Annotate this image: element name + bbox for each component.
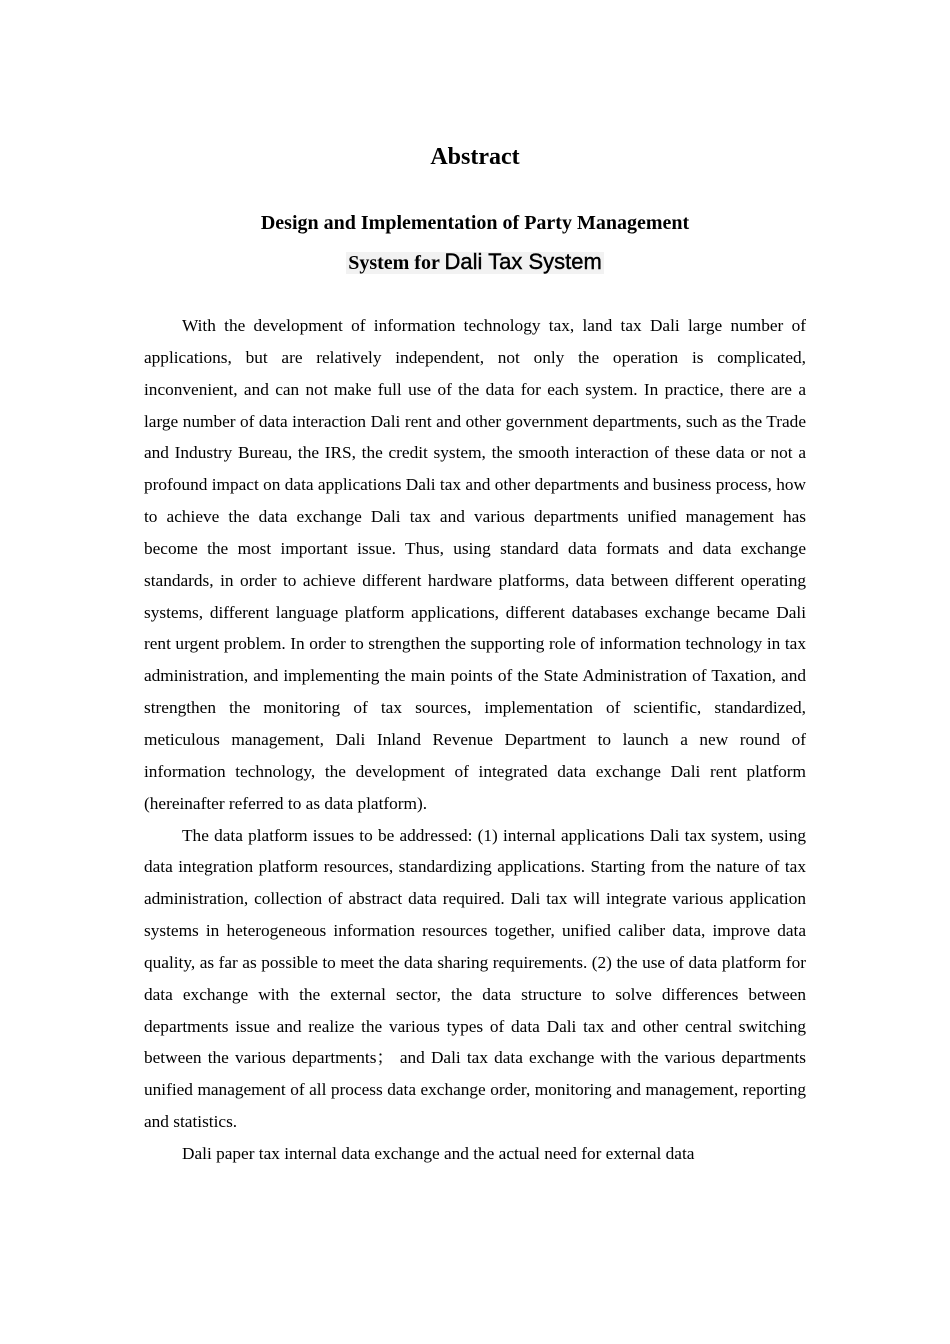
thesis-title-prefix: System for <box>348 252 445 274</box>
thesis-title-line-1: Design and Implementation of Party Management <box>260 212 690 234</box>
thesis-title-suffix: Dali Tax System <box>444 249 602 274</box>
abstract-paragraph-1: With the development of information technology tax, land tax Dali large number of applications, but are relatively independent, not only the operation is complicated, inconvenient, and can not make full use of the data for each system. In practice, there are a large number of data interaction Dali rent and other government departments, such as the Trade and Industry Bureau, the IRS, the credit system, the smooth interaction of these data or not a profound impact on data applications Dali tax and other departments and business process, how to achieve the data exchange Dali tax and various departments unified management has become the most important issue. Thus, using standard data formats and data exchange standards, in order to achieve different hardware platforms, data between different operating systems, different language platform applications, different databases exchange became Dali rent urgent problem. In order to strengthen the supporting role of information technology in tax administration, and implementing the main points of the State Administration of Taxation, and strengthen the monitoring of tax sources, implementation of scientific, standardized, meticulous management, Dali Inland Revenue Department to launch a new round of information technology, the development of integrated data exchange Dali rent platform (hereinafter referred to as data platform). <box>144 316 806 813</box>
thesis-title-highlight <box>346 249 604 274</box>
thesis-title-line-2 <box>0 243 950 282</box>
abstract-body <box>144 310 806 1170</box>
abstract-paragraph-2: The data platform issues to be addressed: (1) internal applications Dali tax system, using data integration platform resources, standardizing applications. Starting from the nature of tax administration, collection of abstract data required. Dali tax will integrate various application systems in heterogeneous information resources together, unified caliber data, improve data quality, as far as possible to meet the data sharing requirements. (2) the use of data platform for data exchange with the external sector, the data structure to solve differences between departments issue and realize the various types of data Dali tax and other central switching between the various departments； and Dali tax data exchange with the various departments unified management of all process data exchange order, monitoring and management, reporting and statistics. <box>144 825 806 1132</box>
abstract-paragraph-3: Dali paper tax internal data exchange and the actual need for external data <box>182 1143 695 1163</box>
abstract-heading: Abstract <box>430 144 520 170</box>
